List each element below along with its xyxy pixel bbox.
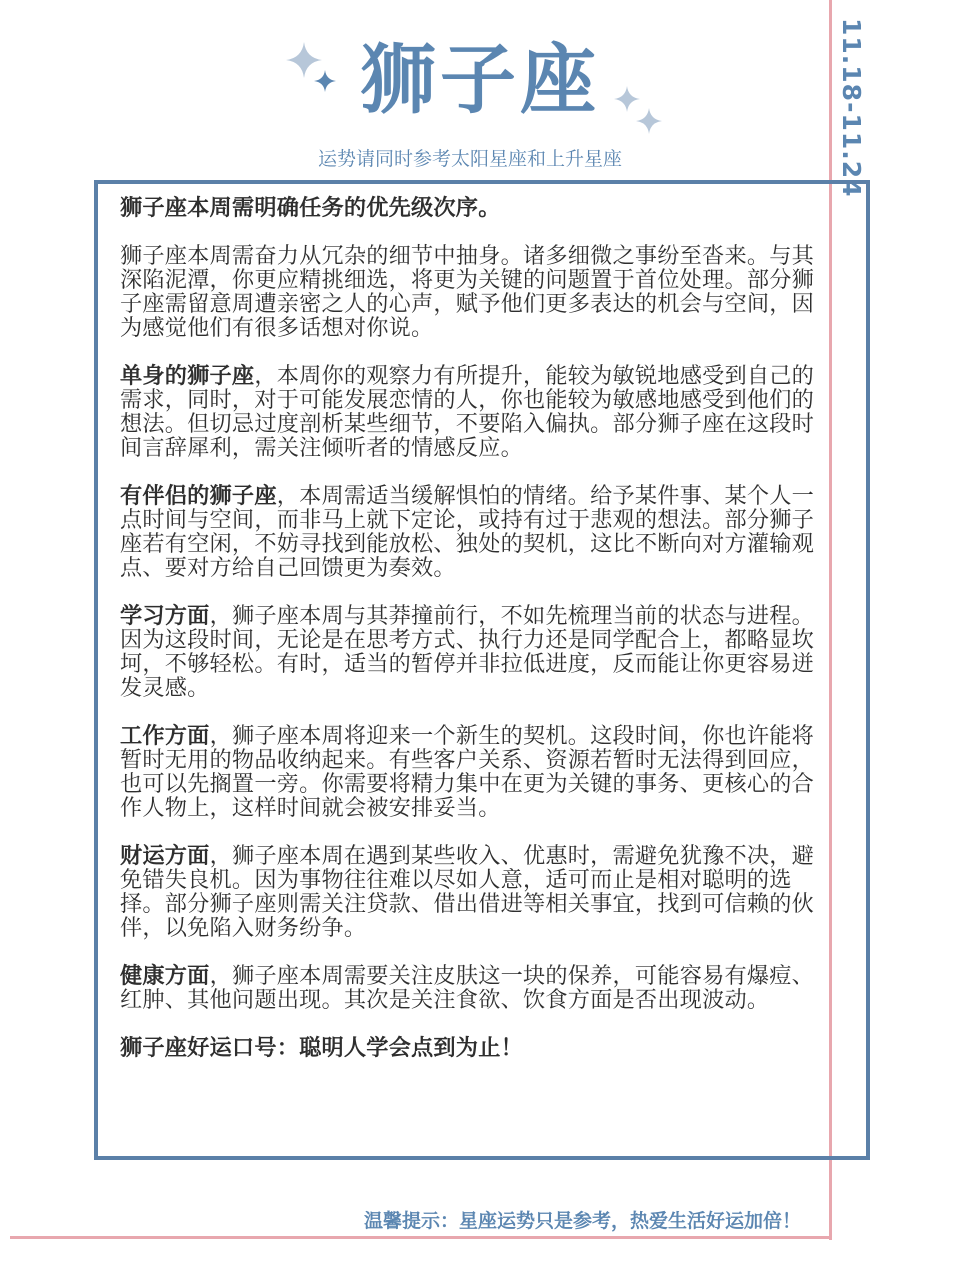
lucky-slogan: 狮子座好运口号：聪明人学会点到为止！ xyxy=(120,1035,523,1061)
section-label: 健康方面 xyxy=(120,963,210,989)
section-text: ，本周需适当缓解惧怕的情绪。给予某件事、某个人一点时间与空间，而非马上就下定论，或持有过于悲观的想法。部分狮子座若有空闲，不妨寻找到能放松、独处的契机，这比不断向对方灌输观点、要对方给自己回馈更为奏效。 xyxy=(120,483,815,581)
section-label: 财运方面 xyxy=(120,843,210,869)
section-study xyxy=(120,604,820,700)
section-health xyxy=(120,964,820,1012)
horoscope-content xyxy=(120,196,820,1060)
page-subtitle: 运势请同时参考太阳星座和上升星座 xyxy=(317,148,622,170)
section-text: ，本周你的观察力有所提升，能较为敏锐地感受到自己的需求，同时，对于可能发展恋情的人，你也能较为敏感地感受到他们的想法。但切忌过度剖析某些细节，不要陷入偏执。部分狮子座在这段时间言辞犀利，需关注倾听者的情感反应。 xyxy=(120,363,815,461)
sparkle-icon xyxy=(314,70,336,92)
intro-paragraph: 狮子座本周需奋力从冗杂的细节中抽身。诸多细微之事纷至沓来。与其深陷泥潭，你更应精挑细选，将更为关键的问题置于首位处理。部分狮子座需留意周遭亲密之人的心声，赋予他们更多表达的机会与空间，因为感觉他们有很多话想对你说。 xyxy=(120,243,815,341)
section-label: 有伴侣的狮子座 xyxy=(120,483,277,509)
sparkle-icon xyxy=(636,108,662,134)
section-text: ，狮子座本周需要关注皮肤这一块的保养，可能容易有爆痘、红肿、其他问题出现。其次是关注食欲、饮食方面是否出现波动。 xyxy=(120,963,815,1013)
section-couple xyxy=(120,484,820,580)
section-finance xyxy=(120,844,820,940)
section-work xyxy=(120,724,820,820)
section-label: 单身的狮子座 xyxy=(120,363,255,389)
page-title: 狮子座 xyxy=(360,35,600,124)
section-text: ，狮子座本周将迎来一个新生的契机。这段时间，你也许能将暂时无用的物品收纳起来。有些客户关系、资源若暂时无法得到回应，也可以先搁置一旁。你需要将精力集中在更为关键的事务、更核心的合作人物上，这样时间就会被安排妥当。 xyxy=(120,723,815,821)
section-text: ，狮子座本周与其莽撞前行，不如先梳理当前的状态与进程。因为这段时间，无论是在思考方式、执行力还是同学配合上，都略显坎坷，不够轻松。有时，适当的暂停并非拉低进度，反而能让你更容易迸发灵感。 xyxy=(120,603,815,701)
section-single xyxy=(120,364,820,460)
section-label: 工作方面 xyxy=(120,723,210,749)
date-range: 11.18-11.24 xyxy=(837,18,866,198)
section-label: 学习方面 xyxy=(120,603,210,629)
headline: 狮子座本周需明确任务的优先级次序。 xyxy=(120,195,501,221)
footer-tip: 温馨提示：星座运势只是参考，热爱生活好运加倍！ xyxy=(364,1210,802,1232)
pink-horizontal-line xyxy=(10,1236,832,1239)
section-text: ，狮子座本周在遇到某些收入、优惠时，需避免犹豫不决，避免错失良机。因为事物往往难以尽如人意，适可而止是相对聪明的选择。部分狮子座则需关注贷款、借出借进等相关事宜，找到可信赖的伙伴，以免陷入财务纷争。 xyxy=(120,843,815,941)
